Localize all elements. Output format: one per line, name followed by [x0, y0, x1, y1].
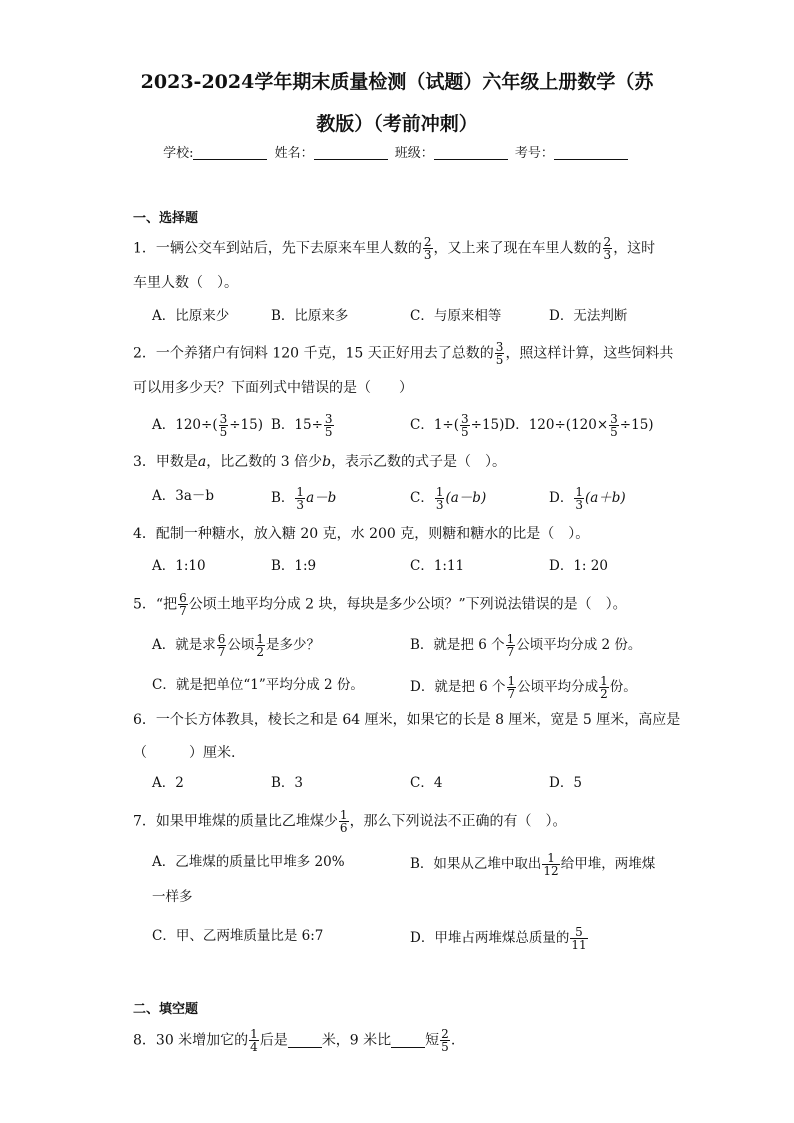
q6-option-c[interactable]: C．4 — [410, 775, 443, 791]
q1-text-a: 1．一辆公交车到站后，先下去原来车里人数的 — [133, 240, 422, 257]
q5-option-b[interactable]: B．就是把 6 个 $\frac{1}{7}$ 公顷平均分成 2 份。 — [410, 632, 642, 659]
fraction: $\frac{3}{5}$ — [495, 340, 504, 367]
q2-text-a: 2．一个养猪户有饲料 120 千克，15 天正好用去了总数的 — [133, 345, 494, 362]
fraction: $\frac{1}{7}$ — [506, 632, 515, 659]
q7-option-b-line2: 一样多 — [152, 889, 193, 905]
question-4: 4．配制一种糖水，放入糖 20 克，水 200 克，则糖和糖水的比是（ ）。 — [133, 526, 590, 542]
q4-option-d[interactable]: D．1: 20 — [549, 558, 608, 574]
answer-blank[interactable] — [288, 1033, 322, 1048]
exam-title-line2: 教版）（考前冲刺） — [316, 113, 478, 135]
fraction: $\frac{1}{7}$ — [507, 674, 516, 701]
q1-option-c[interactable]: C．与原来相等 — [410, 308, 502, 324]
fraction: $\frac{3}{5}$ — [324, 412, 333, 439]
school-blank — [193, 145, 267, 160]
answer-blank[interactable] — [391, 1033, 425, 1048]
q4-option-c[interactable]: C．1:11 — [410, 558, 465, 574]
fraction: $\frac{1}{3}$ — [296, 485, 305, 512]
q7-option-a[interactable]: A．乙堆煤的质量比甲堆多 20% — [152, 854, 345, 870]
question-6: 6．一个长方体教具，棱长之和是 64 厘米，如果它的长是 8 厘米，宽是 5 厘米，高应是 — [133, 712, 681, 728]
question-2-line2: 可以用多少天？下面列式中错误的是（ ） — [133, 380, 413, 396]
question-5: 5．“把 $\frac{6}{7}$ 公顷土地平均分成 2 块，每块是多少公顷？”下列说法错误的是（ ）。 — [133, 591, 627, 618]
q5-option-c[interactable]: C．就是把单位“1”平均分成 2 份。 — [152, 677, 364, 693]
variable-b: b — [322, 454, 332, 470]
class-label: 班级： — [394, 146, 434, 161]
q2-option-a[interactable]: A．120÷( $\frac{3}{5}$ ÷15) — [152, 412, 264, 439]
section-choice-heading: 一、选择题 — [133, 211, 199, 226]
q7-option-c[interactable]: C．甲、乙两堆质量比是 6:7 — [152, 928, 324, 944]
question-1-line2: 车里人数（ ）。 — [133, 275, 238, 291]
fraction: $\frac{3}{5}$ — [610, 412, 618, 439]
q6-option-b[interactable]: B．3 — [271, 775, 304, 791]
question-2 — [133, 341, 673, 366]
q2-text-b: ，照这样计算，这些饲料共 — [505, 345, 674, 362]
q1-text-c: ，这时 — [613, 240, 656, 257]
q6-option-a[interactable]: A．2 — [152, 775, 184, 791]
question-8: 8．30 米增加它的 $\frac{1}{4}$ 后是 米，9 米比 短 $\frac{2}{5}$ . — [133, 1027, 456, 1054]
school-label: 学校: — [163, 146, 194, 161]
fraction: $\frac{3}{5}$ — [219, 412, 228, 439]
exam-number-blank — [554, 145, 628, 160]
fraction: $\frac{6}{7}$ — [179, 591, 187, 618]
section-fill-heading: 二、填空题 — [133, 1002, 199, 1017]
q3-option-b[interactable]: B． $\frac{1}{3}$ a－b — [271, 485, 337, 512]
fraction: $\frac{2}{5}$ — [441, 1027, 449, 1054]
fraction: $\frac{1}{3}$ — [575, 485, 583, 512]
q5-option-a[interactable]: A．就是求 $\frac{6}{7}$ 公顷 $\frac{1}{2}$ 是多少？ — [152, 632, 321, 659]
student-info-row — [0, 142, 794, 166]
fraction: $\frac{1}{12}$ — [543, 851, 559, 878]
exam-title-line1: 2023-2024学年期末质量检测（试题）六年级上册数学（苏 — [140, 71, 654, 93]
fraction: $\frac{2}{3}$ — [423, 235, 432, 262]
fraction: $\frac{1}{4}$ — [250, 1027, 258, 1054]
q7-option-b[interactable]: B．如果从乙堆中取出 $\frac{1}{12}$ 给甲堆，两堆煤 — [410, 851, 656, 878]
class-blank — [434, 145, 508, 160]
q3-option-d[interactable]: D． $\frac{1}{3}$ (a＋b) — [549, 485, 626, 512]
fraction: $\frac{1}{2}$ — [600, 674, 608, 701]
question-3: 3．甲数是a，比乙数的 3 倍少b，表示乙数的式子是（ ）。 — [133, 454, 507, 470]
fraction: $\frac{1}{2}$ — [256, 632, 265, 659]
question-7: 7．如果甲堆煤的质量比乙堆煤少 $\frac{1}{6}$ ，那么下列说法不正确的有（ ）。 — [133, 808, 567, 835]
q2-option-b[interactable]: B．15÷ $\frac{3}{5}$ — [271, 412, 333, 439]
q4-option-b[interactable]: B．1:9 — [271, 558, 317, 574]
exam-number-label: 考号： — [514, 146, 554, 161]
fraction: $\frac{3}{5}$ — [461, 412, 469, 439]
q1-option-d[interactable]: D．无法判断 — [549, 308, 628, 324]
name-label: 姓名： — [274, 146, 314, 161]
fraction: $\frac{1}{3}$ — [435, 485, 444, 512]
q7-option-d[interactable]: D．甲堆占两堆煤总质量的 $\frac{5}{11}$ — [410, 925, 587, 952]
q3-option-c[interactable]: C． $\frac{1}{3}$ (a－b) — [410, 485, 487, 512]
q1-option-b[interactable]: B．比原来多 — [271, 308, 349, 324]
q1-text-b: ，又上来了现在车里人数的 — [433, 240, 602, 257]
fraction: $\frac{2}{3}$ — [603, 235, 612, 262]
q4-option-a[interactable]: A．1:10 — [152, 558, 206, 574]
question-1 — [133, 236, 673, 261]
q2-option-c-d[interactable]: C．1÷( $\frac{3}{5}$ ÷15)D．120÷(120× $\frac{3}{5}$ ÷15) — [410, 412, 654, 439]
q1-option-a[interactable]: A．比原来少 — [152, 308, 230, 324]
fraction: $\frac{5}{11}$ — [571, 925, 587, 952]
q6-option-d[interactable]: D．5 — [549, 775, 582, 791]
q3-option-a[interactable]: A．3a－b — [152, 488, 215, 504]
variable-a: a — [197, 454, 207, 470]
name-blank — [314, 145, 388, 160]
question-6-line2: （ ）厘米. — [133, 745, 236, 761]
fraction: $\frac{6}{7}$ — [217, 632, 226, 659]
fraction: $\frac{1}{6}$ — [339, 808, 348, 835]
q5-option-d[interactable]: D．就是把 6 个 $\frac{1}{7}$ 公顷平均分成 $\frac{1}{2}$ 份。 — [410, 674, 637, 701]
